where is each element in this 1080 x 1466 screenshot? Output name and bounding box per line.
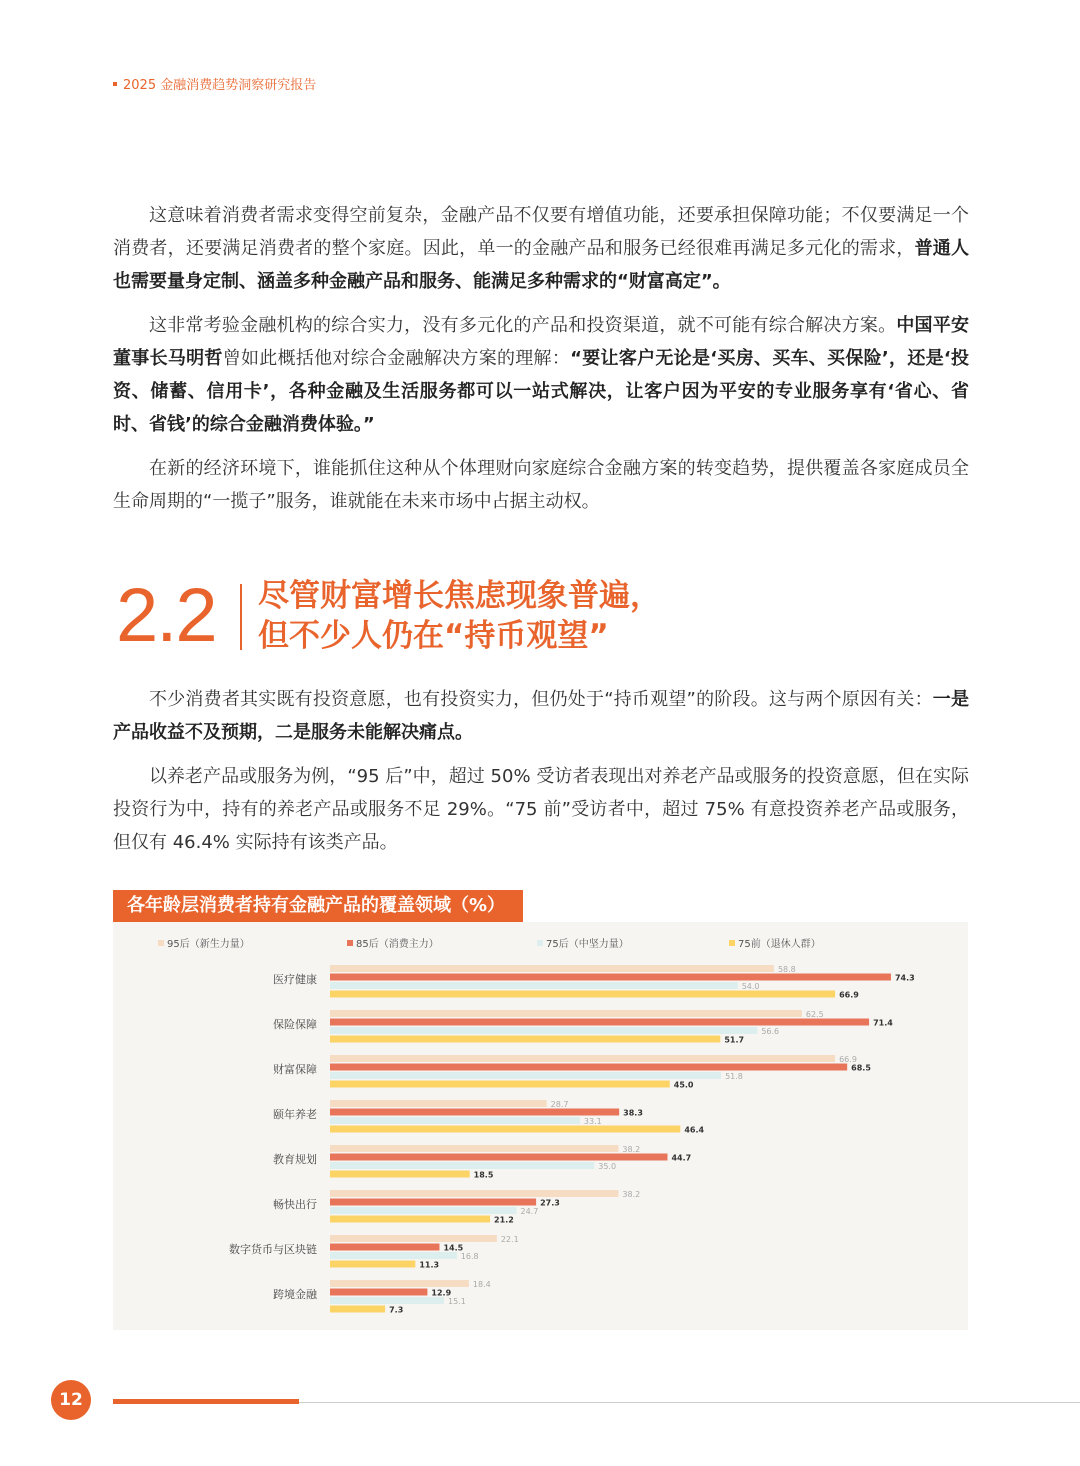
bar bbox=[330, 1280, 469, 1287]
bar-value-label: 14.5 bbox=[443, 1243, 464, 1253]
body-text-top bbox=[113, 199, 969, 518]
bar-value-label: 35.0 bbox=[598, 1162, 617, 1171]
legend-label: 75后（中坚力量） bbox=[546, 939, 629, 950]
bar bbox=[330, 1252, 457, 1259]
legend-label: 95后（新生力量） bbox=[167, 939, 250, 950]
bar bbox=[330, 1154, 667, 1161]
bar bbox=[330, 1216, 490, 1223]
bar bbox=[330, 1261, 415, 1268]
bar-value-label: 12.9 bbox=[431, 1288, 452, 1298]
bar-value-label: 18.4 bbox=[472, 1280, 491, 1289]
section-title-line2: 但不少人仍在“持币观望” bbox=[258, 618, 609, 654]
text-run: 在新的经济环境下，谁能抓住这种从个体理财向家庭综合金融方案的转变趋势，提供覆盖各家庭成员全生命周期的“一揽子”服务，谁就能在未来市场中占据主动权。 bbox=[113, 458, 969, 512]
category-label: 数字货币与区块链 bbox=[229, 1243, 317, 1256]
section-title-line1: 尽管财富增长焦虑现象普遍， bbox=[258, 578, 661, 614]
page-number: 12 bbox=[51, 1380, 91, 1420]
bar bbox=[330, 1126, 680, 1133]
bar-value-label: 33.1 bbox=[583, 1117, 602, 1126]
legend-swatch bbox=[537, 940, 543, 946]
bar-value-label: 68.5 bbox=[851, 1063, 871, 1073]
bar bbox=[330, 1199, 536, 1206]
section-divider bbox=[240, 584, 242, 650]
bar bbox=[330, 1019, 869, 1026]
paragraph bbox=[113, 683, 969, 749]
emphasis-text: 一是产品收益不及预期，二是服务未能解决痛点。 bbox=[113, 689, 970, 743]
report-header bbox=[113, 74, 316, 93]
bar-value-label: 11.3 bbox=[419, 1260, 440, 1270]
bar-value-label: 51.8 bbox=[725, 1072, 743, 1081]
paragraph bbox=[113, 760, 969, 859]
bar bbox=[330, 1190, 618, 1197]
section-number: 2.2 bbox=[116, 573, 216, 658]
legend-label: 85后（消费主力） bbox=[356, 939, 439, 950]
bar-value-label: 16.8 bbox=[460, 1252, 479, 1261]
bar-value-label: 21.2 bbox=[494, 1215, 514, 1225]
category-label: 财富保障 bbox=[273, 1063, 317, 1076]
bar-value-label: 51.7 bbox=[724, 1035, 745, 1045]
bar bbox=[330, 1081, 670, 1088]
bar bbox=[330, 965, 774, 972]
bar-value-label: 38.2 bbox=[622, 1145, 641, 1154]
bar bbox=[330, 1244, 439, 1251]
text-run: 这非常考验金融机构的综合实力，没有多元化的产品和投资渠道，就不可能有综合解决方案。 bbox=[149, 315, 897, 336]
chart-title: 各年龄层消费者持有金融产品的覆盖领域（%） bbox=[113, 890, 523, 922]
bar bbox=[330, 982, 738, 989]
bar-value-label: 22.1 bbox=[500, 1235, 519, 1244]
bar-value-label: 45.0 bbox=[673, 1080, 694, 1090]
bar-value-label: 66.9 bbox=[839, 990, 859, 1000]
bar bbox=[330, 1064, 847, 1071]
bar bbox=[330, 1207, 516, 1214]
bar-value-label: 62.5 bbox=[805, 1010, 824, 1019]
bar-value-label: 24.7 bbox=[520, 1207, 539, 1216]
report-title: 2025 金融消费趋势洞察研究报告 bbox=[123, 78, 317, 93]
bar bbox=[330, 991, 835, 998]
text-run: 曾如此概括他对综合金融解决方案的理解： bbox=[222, 348, 571, 369]
bar bbox=[330, 1171, 470, 1178]
paragraph bbox=[113, 199, 969, 298]
bar-value-label: 46.4 bbox=[684, 1125, 705, 1135]
legend-label: 75前（退休人群） bbox=[738, 939, 821, 950]
bar-value-label: 66.9 bbox=[839, 1055, 857, 1064]
bar-value-label: 71.4 bbox=[873, 1018, 893, 1028]
bar bbox=[330, 1100, 547, 1107]
bar bbox=[330, 1027, 757, 1034]
bar-value-label: 54.0 bbox=[741, 982, 760, 991]
body-text-bottom bbox=[113, 683, 969, 859]
bar-value-label: 74.3 bbox=[894, 973, 915, 983]
bar-value-label: 58.8 bbox=[777, 965, 796, 974]
bar bbox=[330, 1036, 720, 1043]
bar-value-label: 15.1 bbox=[448, 1297, 466, 1306]
legend-swatch bbox=[729, 940, 735, 946]
category-label: 保险保障 bbox=[273, 1018, 317, 1031]
bar bbox=[330, 1055, 835, 1062]
bar bbox=[330, 1117, 580, 1124]
bar-value-label: 7.3 bbox=[389, 1305, 404, 1315]
header-bullet-icon bbox=[113, 82, 117, 86]
bar bbox=[330, 1162, 594, 1169]
category-label: 教育规划 bbox=[273, 1153, 317, 1166]
category-label: 跨境金融 bbox=[273, 1288, 317, 1301]
bar bbox=[330, 1306, 385, 1313]
bar-value-label: 38.2 bbox=[622, 1190, 641, 1199]
emphasis-text: 中国平安董事长马明哲 bbox=[113, 315, 970, 369]
bar bbox=[330, 1289, 427, 1296]
bar-value-label: 56.6 bbox=[761, 1027, 780, 1036]
bar bbox=[330, 1109, 619, 1116]
category-label: 畅快出行 bbox=[273, 1198, 317, 1211]
text-run: 不少消费者其实既有投资意愿，也有投资实力，但仍处于“持币观望”的阶段。这与两个原因有关： bbox=[149, 689, 933, 710]
legend-swatch bbox=[158, 940, 164, 946]
section-title bbox=[258, 576, 661, 656]
paragraph bbox=[113, 309, 969, 441]
bar-value-label: 44.7 bbox=[671, 1153, 692, 1163]
bar-chart bbox=[113, 922, 968, 1330]
bar-value-label: 18.5 bbox=[473, 1170, 494, 1180]
emphasis-text: 普通人也需要量身定制、涵盖多种金融产品和服务、能满足多种需求的“财富高定”。 bbox=[113, 238, 969, 292]
bar bbox=[330, 1145, 618, 1152]
bar-value-label: 38.3 bbox=[623, 1108, 643, 1118]
emphasis-text: “要让客户无论是‘买房、买车、买保险’，还是‘投资、储蓄、信用卡’，各种金融及生活服务都可以一站式解决，让客户因为平安的专业服务享有‘省心、省时、省钱’的综合金融消费体验。” bbox=[113, 348, 970, 435]
category-label: 医疗健康 bbox=[273, 973, 317, 986]
bar bbox=[330, 1297, 444, 1304]
bar-value-label: 27.3 bbox=[540, 1198, 560, 1208]
footer-accent-bar bbox=[113, 1399, 299, 1404]
text-run: 以养老产品或服务为例，“95 后”中，超过 50% 受访者表现出对养老产品或服务的投资意愿，但在实际投资行为中，持有的养老产品或服务不足 29%。“75 前”受访者中，超过 75% 有意投资养老产品或服务，但仅有 46.4% 实际持有该类产品。 bbox=[113, 766, 969, 853]
paragraph bbox=[113, 452, 969, 518]
bar bbox=[330, 1072, 721, 1079]
bar bbox=[330, 1010, 802, 1017]
category-label: 颐年养老 bbox=[273, 1108, 317, 1121]
legend-swatch bbox=[347, 940, 353, 946]
text-run: 这意味着消费者需求变得空前复杂，金融产品不仅要有增值功能，还要承担保障功能；不仅要满足一个消费者，还要满足消费者的整个家庭。因此，单一的金融产品和服务已经很难再满足多元化的需求， bbox=[113, 205, 969, 259]
bar-value-label: 28.7 bbox=[550, 1100, 569, 1109]
bar bbox=[330, 1235, 497, 1242]
bar bbox=[330, 974, 891, 981]
